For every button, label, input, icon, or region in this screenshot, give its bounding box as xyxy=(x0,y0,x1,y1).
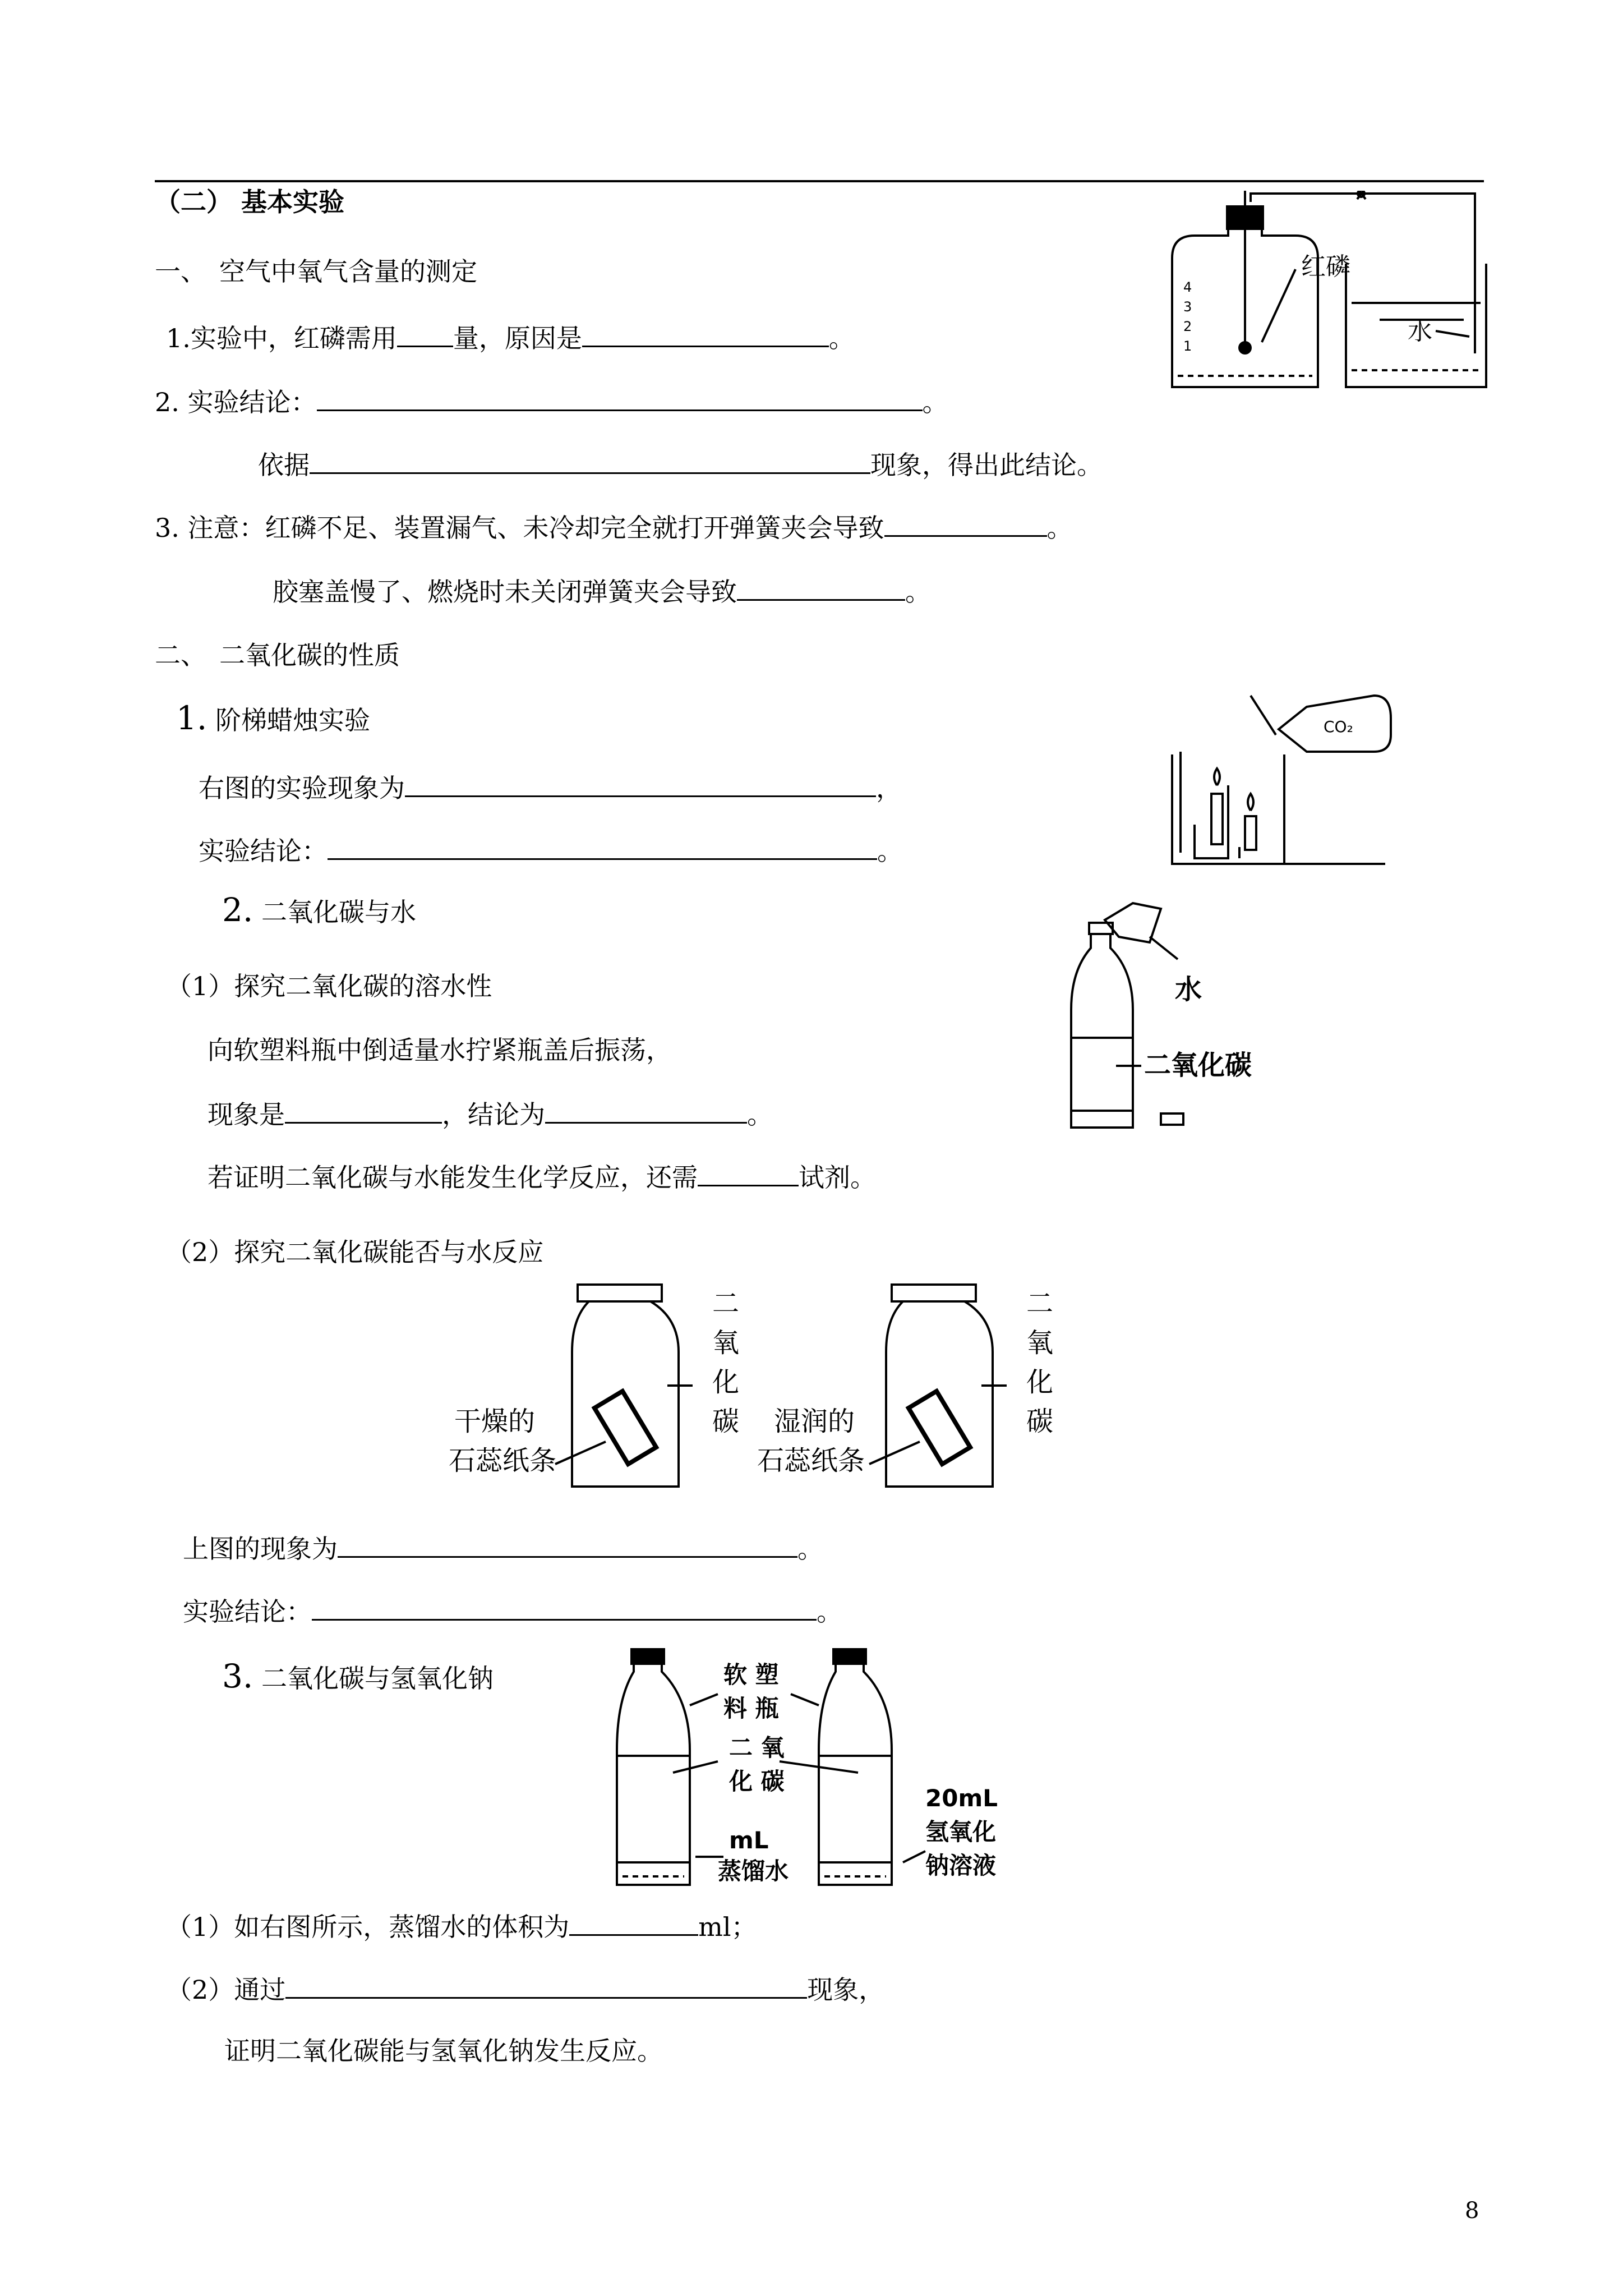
s3-q2: （2）通过 现象， xyxy=(166,1972,884,2005)
s2-l3: 若证明二氧化碳与水能发生化学反应，还需 试剂。 xyxy=(208,1160,876,1193)
label-gas: 二 氧 xyxy=(729,1734,785,1761)
label-naoh: 氢氧化 xyxy=(925,1818,997,1846)
label-bottle: 软 塑 xyxy=(723,1661,779,1688)
answer-blank[interactable] xyxy=(338,1531,797,1558)
s3-q1: （1）如右图所示，蒸馏水的体积为 ml； xyxy=(166,1910,757,1943)
part1-q3: 3. 注意：红磷不足、装置漏气、未冷却完全就打开弹簧夹会导致 。 xyxy=(155,510,1073,544)
s1-l1: 右图的实验现象为 ， xyxy=(199,771,902,804)
answer-blank[interactable] xyxy=(312,1594,817,1621)
part1-q3b: 胶塞盖慢了、燃烧时未关闭弹簧夹会导致 。 xyxy=(273,574,931,608)
jars-figure xyxy=(443,1279,1077,1503)
s1-heading: 1. 阶梯蜡烛实验 xyxy=(176,699,370,737)
label-water: 水 xyxy=(1175,974,1202,1005)
answer-blank[interactable] xyxy=(285,1097,442,1124)
answer-blank[interactable] xyxy=(545,1097,747,1124)
jar-left-gas: 化 xyxy=(712,1366,740,1398)
scale-mark: 4 xyxy=(1183,279,1192,295)
answer-blank[interactable] xyxy=(310,448,870,474)
answer-blank[interactable] xyxy=(285,1972,807,1999)
jar-left-gas: 碳 xyxy=(712,1406,740,1437)
part1-q2b: 依据 现象，得出此结论。 xyxy=(258,448,1103,481)
label-water: 水 xyxy=(1408,317,1432,346)
s2-sub1: （1）探究二氧化碳的溶水性 xyxy=(166,971,492,1001)
section-title: （二） 基本实验 xyxy=(155,187,345,217)
s2-l1: 向软塑料瓶中倒适量水拧紧瓶盖后振荡， xyxy=(208,1035,672,1065)
scale-mark: 3 xyxy=(1183,299,1192,315)
s3-q2b: 证明二氧化碳能与氢氧化钠发生反应。 xyxy=(224,2036,663,2066)
answer-blank[interactable] xyxy=(737,574,905,601)
answer-blank[interactable] xyxy=(698,1160,799,1186)
label-bottle: 料 瓶 xyxy=(723,1695,779,1722)
part1-q1: 1.实验中，红磷需用 量，原因是 。 xyxy=(166,321,855,354)
answer-blank[interactable] xyxy=(569,1910,698,1936)
label-naoh: 20mL xyxy=(925,1784,998,1812)
jar-right-strip: 石蕊纸条 xyxy=(757,1445,865,1476)
answer-blank[interactable] xyxy=(317,385,923,411)
water-bottle-figure xyxy=(1066,898,1301,1133)
s2-l4: 上图的现象为 。 xyxy=(183,1531,823,1565)
part2-heading: 二、 二氧化碳的性质 xyxy=(155,640,400,670)
s2-sub2: （2）探究二氧化碳能否与水反应 xyxy=(166,1237,544,1267)
jar-right-gas: 化 xyxy=(1026,1366,1054,1398)
answer-blank[interactable] xyxy=(328,834,877,860)
label-gas: 化 碳 xyxy=(729,1768,785,1795)
jar-right-gas: 二 xyxy=(1026,1288,1054,1319)
naoh-bottles-figure xyxy=(611,1638,1026,1890)
s2-l2: 现象是 ，结论为 。 xyxy=(208,1097,773,1130)
oxygen-apparatus-figure xyxy=(1161,191,1497,398)
s1-l2: 实验结论： 。 xyxy=(199,834,903,867)
phosphorus-icon xyxy=(1238,341,1252,355)
jar-right-strip: 湿润的 xyxy=(774,1406,855,1437)
scale-mark: 1 xyxy=(1183,338,1192,354)
jar-right-gas: 氧 xyxy=(1026,1327,1054,1359)
answer-blank[interactable] xyxy=(405,771,876,797)
answer-blank[interactable] xyxy=(582,321,829,347)
answer-blank[interactable] xyxy=(884,510,1047,537)
s2-heading: 2. 二氧化碳与水 xyxy=(222,891,416,929)
label-water-volume: mL xyxy=(729,1826,769,1854)
label-co2: 二氧化碳 xyxy=(1144,1050,1252,1081)
jar-left-gas: 氧 xyxy=(712,1327,740,1359)
candle-figure xyxy=(1161,673,1396,869)
s2-l5: 实验结论： 。 xyxy=(183,1594,842,1627)
label-co2: CO₂ xyxy=(1324,717,1353,736)
part1-q2: 2. 实验结论： 。 xyxy=(155,385,948,418)
label-phosphorus: 红磷 xyxy=(1301,252,1350,281)
jar-left-strip: 石蕊纸条 xyxy=(449,1445,557,1476)
label-water: 蒸馏水 xyxy=(718,1857,789,1885)
part1-heading: 一、 空气中氧气含量的测定 xyxy=(155,256,477,287)
jar-right-gas: 碳 xyxy=(1026,1406,1054,1437)
label-naoh: 钠溶液 xyxy=(925,1852,997,1879)
s3-heading: 3. 二氧化碳与氢氧化钠 xyxy=(222,1657,494,1695)
jar-left-strip: 干燥的 xyxy=(454,1406,536,1437)
header-rule xyxy=(155,180,1484,182)
answer-blank[interactable] xyxy=(397,321,453,347)
jar-left-gas: 二 xyxy=(712,1288,740,1319)
scale-mark: 2 xyxy=(1183,319,1192,334)
page-number: 8 xyxy=(1465,2198,1479,2224)
